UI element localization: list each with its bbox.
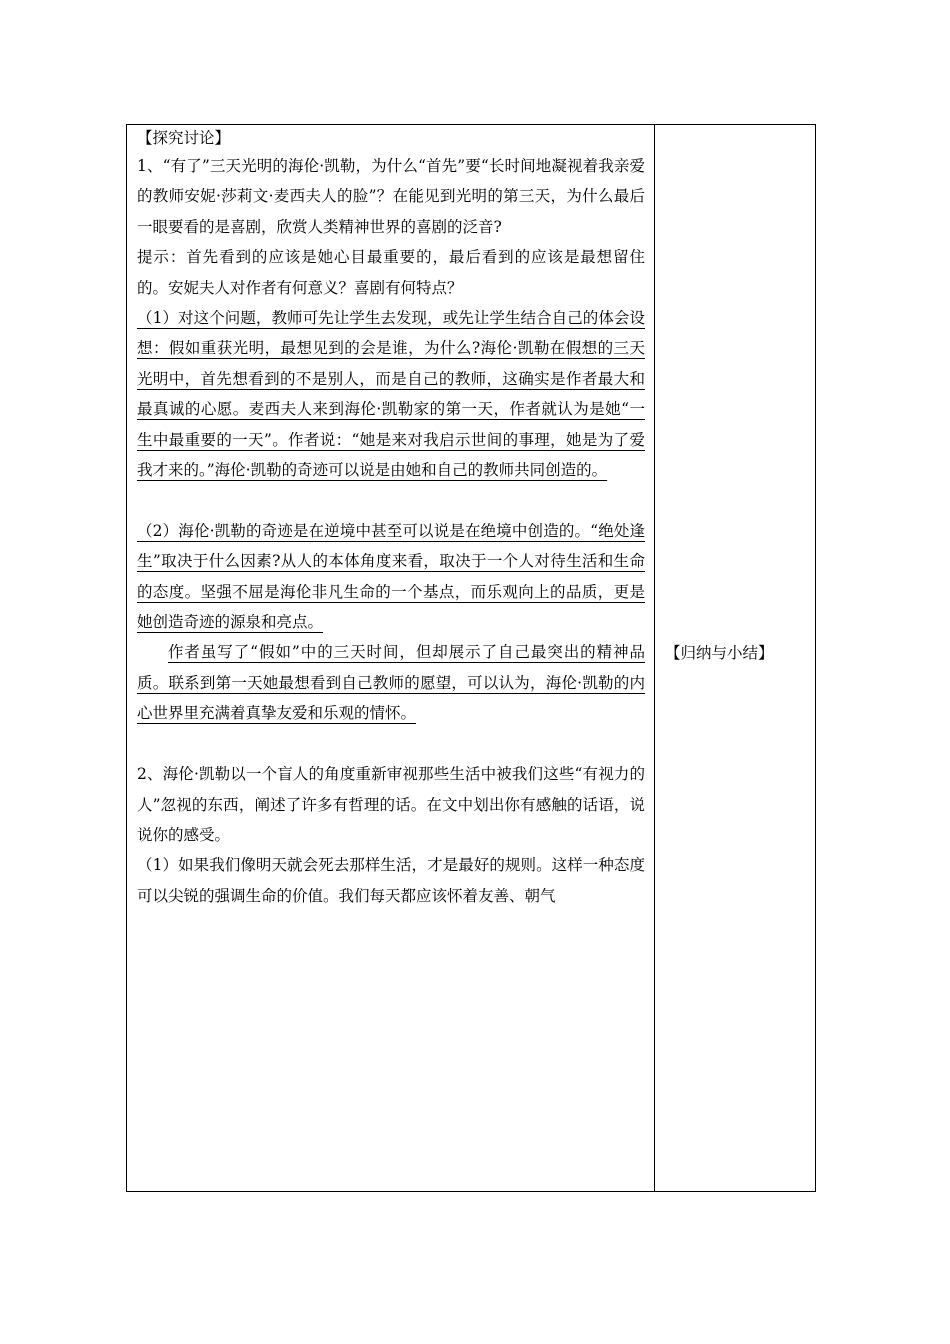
summary-cell <box>655 125 815 1191</box>
hint-paragraph: 提示：首先看到的应该是她心目最重要的，最后看到的应该是最想留住的。安妮夫人对作者有何意义？喜剧有何特点？ <box>137 248 645 297</box>
question-2: 2、海伦·凯勒以一个盲人的角度重新审视那些生活中被我们这些“有视力的人”忽视的东西，阐述了许多有哲理的话。在文中划出你有感触的话语，说说你的感受。 <box>137 765 645 844</box>
answer-1-paragraph: （1）对这个问题，教师可先让学生去发现，或先让学生结合自己的体会设想：假如重获光明，最想见到的会是谁，为什么?海伦·凯勒在假想的三天光明中，首先想看到的不是别人，而是自己的教师，这确实是作者最大和最真诚的心愿。麦西夫人来到海伦·凯勒家的第一天，作者就认为是她“一生中最重要的一天”。作者说：“她是来对我启示世间的事理，她是为了爱我才来的。”海伦·凯勒的奇迹可以说是由她和自己的教师共同创造的。 <box>137 309 645 480</box>
spacer <box>137 729 645 759</box>
discussion-cell <box>127 125 655 1191</box>
summary-label: 【归纳与小结】 <box>665 644 774 662</box>
answer-3-paragraph: 作者虽写了“假如”中的三天时间，但却展示了自己最突出的精神品质。联系到第一天她最想看到自己教师的愿望，可以认为，海伦·凯勒的内心世界里充满着真挚友爱和乐观的情怀。 <box>137 643 645 723</box>
answer-2-paragraph: （2）海伦·凯勒的奇迹是在逆境中甚至可以说是在绝境中创造的。“绝处逢生”取决于什么因素?从人的本体角度来看，取决于一个人对待生活和生命的态度。坚强不屈是海伦非凡生命的一个基点，而乐观向上的品质，更是她创造奇迹的源泉和亮点。 <box>137 521 645 632</box>
question-1: 1、“有了”三天光明的海伦·凯勒，为什么“首先”要“长时间地凝视着我亲爱的教师安妮·莎莉文·麦西夫人的脸”？在能见到光明的第三天，为什么最后一眼要看的是喜剧，欣赏人类精神世界的喜剧的泛音? <box>137 157 645 236</box>
worksheet-table <box>126 124 816 1192</box>
question-2-answer-1: （1）如果我们像明天就会死去那样生活，才是最好的规则。这样一种态度可以尖锐的强调生命的价值。我们每天都应该怀着友善、朝气 <box>137 856 645 905</box>
spacer <box>137 485 645 515</box>
section-heading: 【探究讨论】 <box>137 129 231 147</box>
